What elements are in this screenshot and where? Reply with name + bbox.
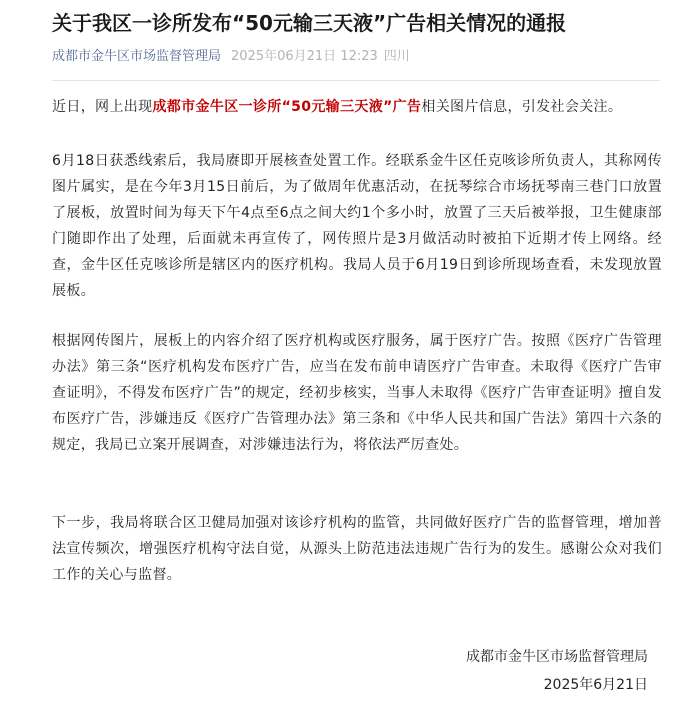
signature-org: 成都市金牛区市场监督管理局 [466,649,648,665]
paragraph-intro [52,94,662,120]
paragraph-next-steps: 下一步，我局将联合区卫健局加强对该诊疗机构的监管，共同做好医疗广告的监督管理，增加普法宣传频次，增强医疗机构守法自觉，从源头上防范违法违规广告行为的发生。感谢公众对我们工作的关心与监督。 [52,515,662,583]
paragraph-investigation: 6月18日获悉线索后，我局赓即开展核查处置工作。经联系金牛区任克咳诊所负责人，其称网传图片属实，是在今年3月15日前后，为了做周年优惠活动，在抚琴综合市场抚琴南三巷门口放置了展板，放置时间为每天下午4点至6点之间大约1个多小时，放置了三天后被举报，卫生健康部门随即作出了处理，后面就未再宣传了，网传照片是3月做活动时被拍下近期才传上网络。经查，金牛区任克咳诊所是辖区内的医疗机构。我局人员于6月19日到诊所现场查看，未发现放置展板。 [52,153,662,299]
publish-datetime: 2025年06月21日 12:23 [231,49,378,64]
header-divider [52,80,660,81]
paragraph-legal-basis: 根据网传图片，展板上的内容介绍了医疗机构或医疗服务，属于医疗广告。按照《医疗广告管理办法》第三条“医疗机构发布医疗广告，应当在发布前申请医疗广告审查。未取得《医疗广告审查证明》，不得发布医疗广告”的规定，经初步核实，当事人未取得《医疗广告审查证明》擅自发布医疗广告，涉嫌违反《医疗广告管理办法》第三条和《中华人民共和国广告法》第四十六条的规定，我局已立案开展调查，对涉嫌违法行为，将依法严厉查处。 [52,333,662,453]
intro-text-before: 近日，网上出现 [52,99,153,115]
author-link[interactable]: 成都市金牛区市场监督管理局 [52,49,222,64]
publish-region: 四川 [383,49,410,64]
article-title: 关于我区一诊所发布“50元输三天液”广告相关情况的通报 [52,11,567,35]
signature-date: 2025年6月21日 [543,677,648,693]
intro-highlight: 成都市金牛区一诊所“50元输三天液”广告 [152,99,422,115]
article-meta [52,48,410,66]
intro-text-after: 相关图片信息，引发社会关注。 [421,99,623,115]
